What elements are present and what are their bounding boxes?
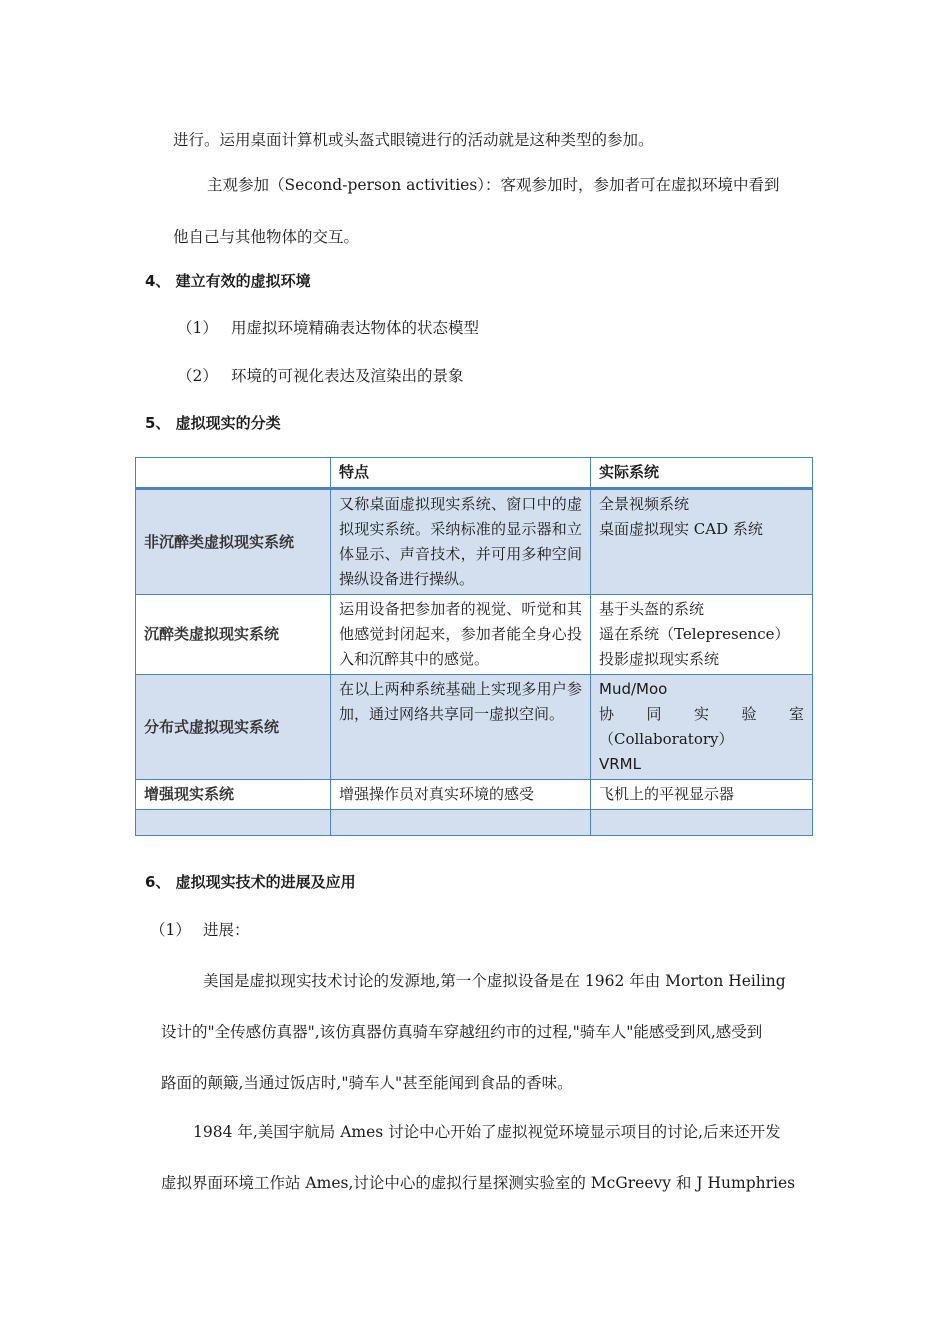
spread-char: 室 bbox=[788, 705, 804, 723]
system-item: （Collaboratory） bbox=[599, 730, 734, 748]
table-row bbox=[136, 489, 813, 595]
row-systems bbox=[591, 595, 813, 675]
intro-line-2: 主观参加（Second-person activities）：客观参加时，参加者可在虚拟环境中看到 bbox=[207, 176, 780, 194]
system-item: Mud/Moo bbox=[599, 680, 668, 698]
row-feature: 在以上两种系统基础上实现多用户参加，通过网络共享同一虚拟空间。 bbox=[331, 675, 591, 780]
table-row bbox=[136, 595, 813, 675]
system-item-spread bbox=[599, 702, 804, 727]
table-header-cell: 特点 bbox=[331, 458, 591, 489]
section-4-heading: 4、 建立有效的虚拟环境 bbox=[145, 272, 311, 290]
table-header-cell: 实际系统 bbox=[591, 458, 813, 489]
table-header-row bbox=[136, 458, 813, 489]
table-row bbox=[136, 675, 813, 780]
table-empty-row bbox=[136, 810, 813, 836]
system-item: 基于头盔的系统 bbox=[599, 600, 705, 618]
empty-cell bbox=[331, 810, 591, 836]
system-item: VRML bbox=[599, 755, 641, 773]
section-4-item-1-text: 用虚拟环境精确表达物体的状态模型 bbox=[231, 319, 480, 337]
empty-cell bbox=[591, 810, 813, 836]
system-item: 遥在系统（Telepresence） bbox=[599, 625, 790, 643]
spread-char: 协 bbox=[599, 705, 615, 723]
system-item: 桌面虚拟现实 CAD 系统 bbox=[599, 520, 763, 538]
row-name: 分布式虚拟现实系统 bbox=[136, 675, 331, 780]
spread-char: 同 bbox=[646, 705, 662, 723]
section-4-item-2-text: 环境的可视化表达及渲染出的景象 bbox=[231, 367, 464, 385]
row-systems bbox=[591, 675, 813, 780]
row-systems bbox=[591, 780, 813, 810]
paragraph-1-line-1: 美国是虚拟现实技术讨论的发源地,第一个虚拟设备是在 1962 年由 Morton Heiling bbox=[203, 972, 786, 990]
intro-line-1: 进行。运用桌面计算机或头盔式眼镜进行的活动就是这种类型的参加。 bbox=[173, 131, 654, 149]
system-item: 飞机上的平视显示器 bbox=[599, 785, 735, 803]
spread-char: 验 bbox=[741, 705, 757, 723]
section-5-heading: 5、 虚拟现实的分类 bbox=[145, 414, 281, 432]
row-name: 沉醉类虚拟现实系统 bbox=[136, 595, 331, 675]
paragraph-1-line-3: 路面的颠簸,当通过饭店时,"骑车人"甚至能闻到食品的香味。 bbox=[161, 1074, 573, 1092]
paragraph-1-line-2: 设计的"全传感仿真器",该仿真器仿真骑车穿越纽约市的过程,"骑车人"能感受到风,感受到 bbox=[161, 1023, 763, 1041]
paragraph-2-line-2: 虚拟界面环境工作站 Ames,讨论中心的虚拟行星探测实验室的 McGreevy 和 J Humphries bbox=[161, 1174, 796, 1192]
section-6-sub-1-number: （1） bbox=[150, 921, 191, 939]
section-4-item-2-number: （2） bbox=[177, 367, 218, 385]
table-row bbox=[136, 780, 813, 810]
section-6-heading: 6、 虚拟现实技术的进展及应用 bbox=[145, 873, 356, 891]
row-feature: 增强操作员对真实环境的感受 bbox=[331, 780, 591, 810]
section-4-item-1-number: （1） bbox=[177, 319, 218, 337]
spread-char: 实 bbox=[693, 705, 709, 723]
row-name: 增强现实系统 bbox=[136, 780, 331, 810]
row-feature: 运用设备把参加者的视觉、听觉和其他感觉封闭起来，参加者能全身心投入和沉醉其中的感觉。 bbox=[331, 595, 591, 675]
vr-classification-table bbox=[135, 457, 813, 836]
row-name: 非沉醉类虚拟现实系统 bbox=[136, 489, 331, 595]
section-6-sub-1-text: 进展： bbox=[203, 921, 250, 939]
row-feature: 又称桌面虚拟现实系统、窗口中的虚拟现实系统。采纳标准的显示器和立体显示、声音技术，并可用多种空间操纵设备进行操纵。 bbox=[331, 489, 591, 595]
row-systems bbox=[591, 489, 813, 595]
intro-line-3: 他自己与其他物体的交互。 bbox=[173, 228, 360, 246]
empty-cell bbox=[136, 810, 331, 836]
paragraph-2-line-1: 1984 年,美国宇航局 Ames 讨论中心开始了虚拟视觉环境显示项目的讨论,后来还开发 bbox=[193, 1123, 781, 1141]
system-item: 投影虚拟现实系统 bbox=[599, 650, 720, 668]
system-item: 全景视频系统 bbox=[599, 495, 690, 513]
table-header-cell bbox=[136, 458, 331, 489]
